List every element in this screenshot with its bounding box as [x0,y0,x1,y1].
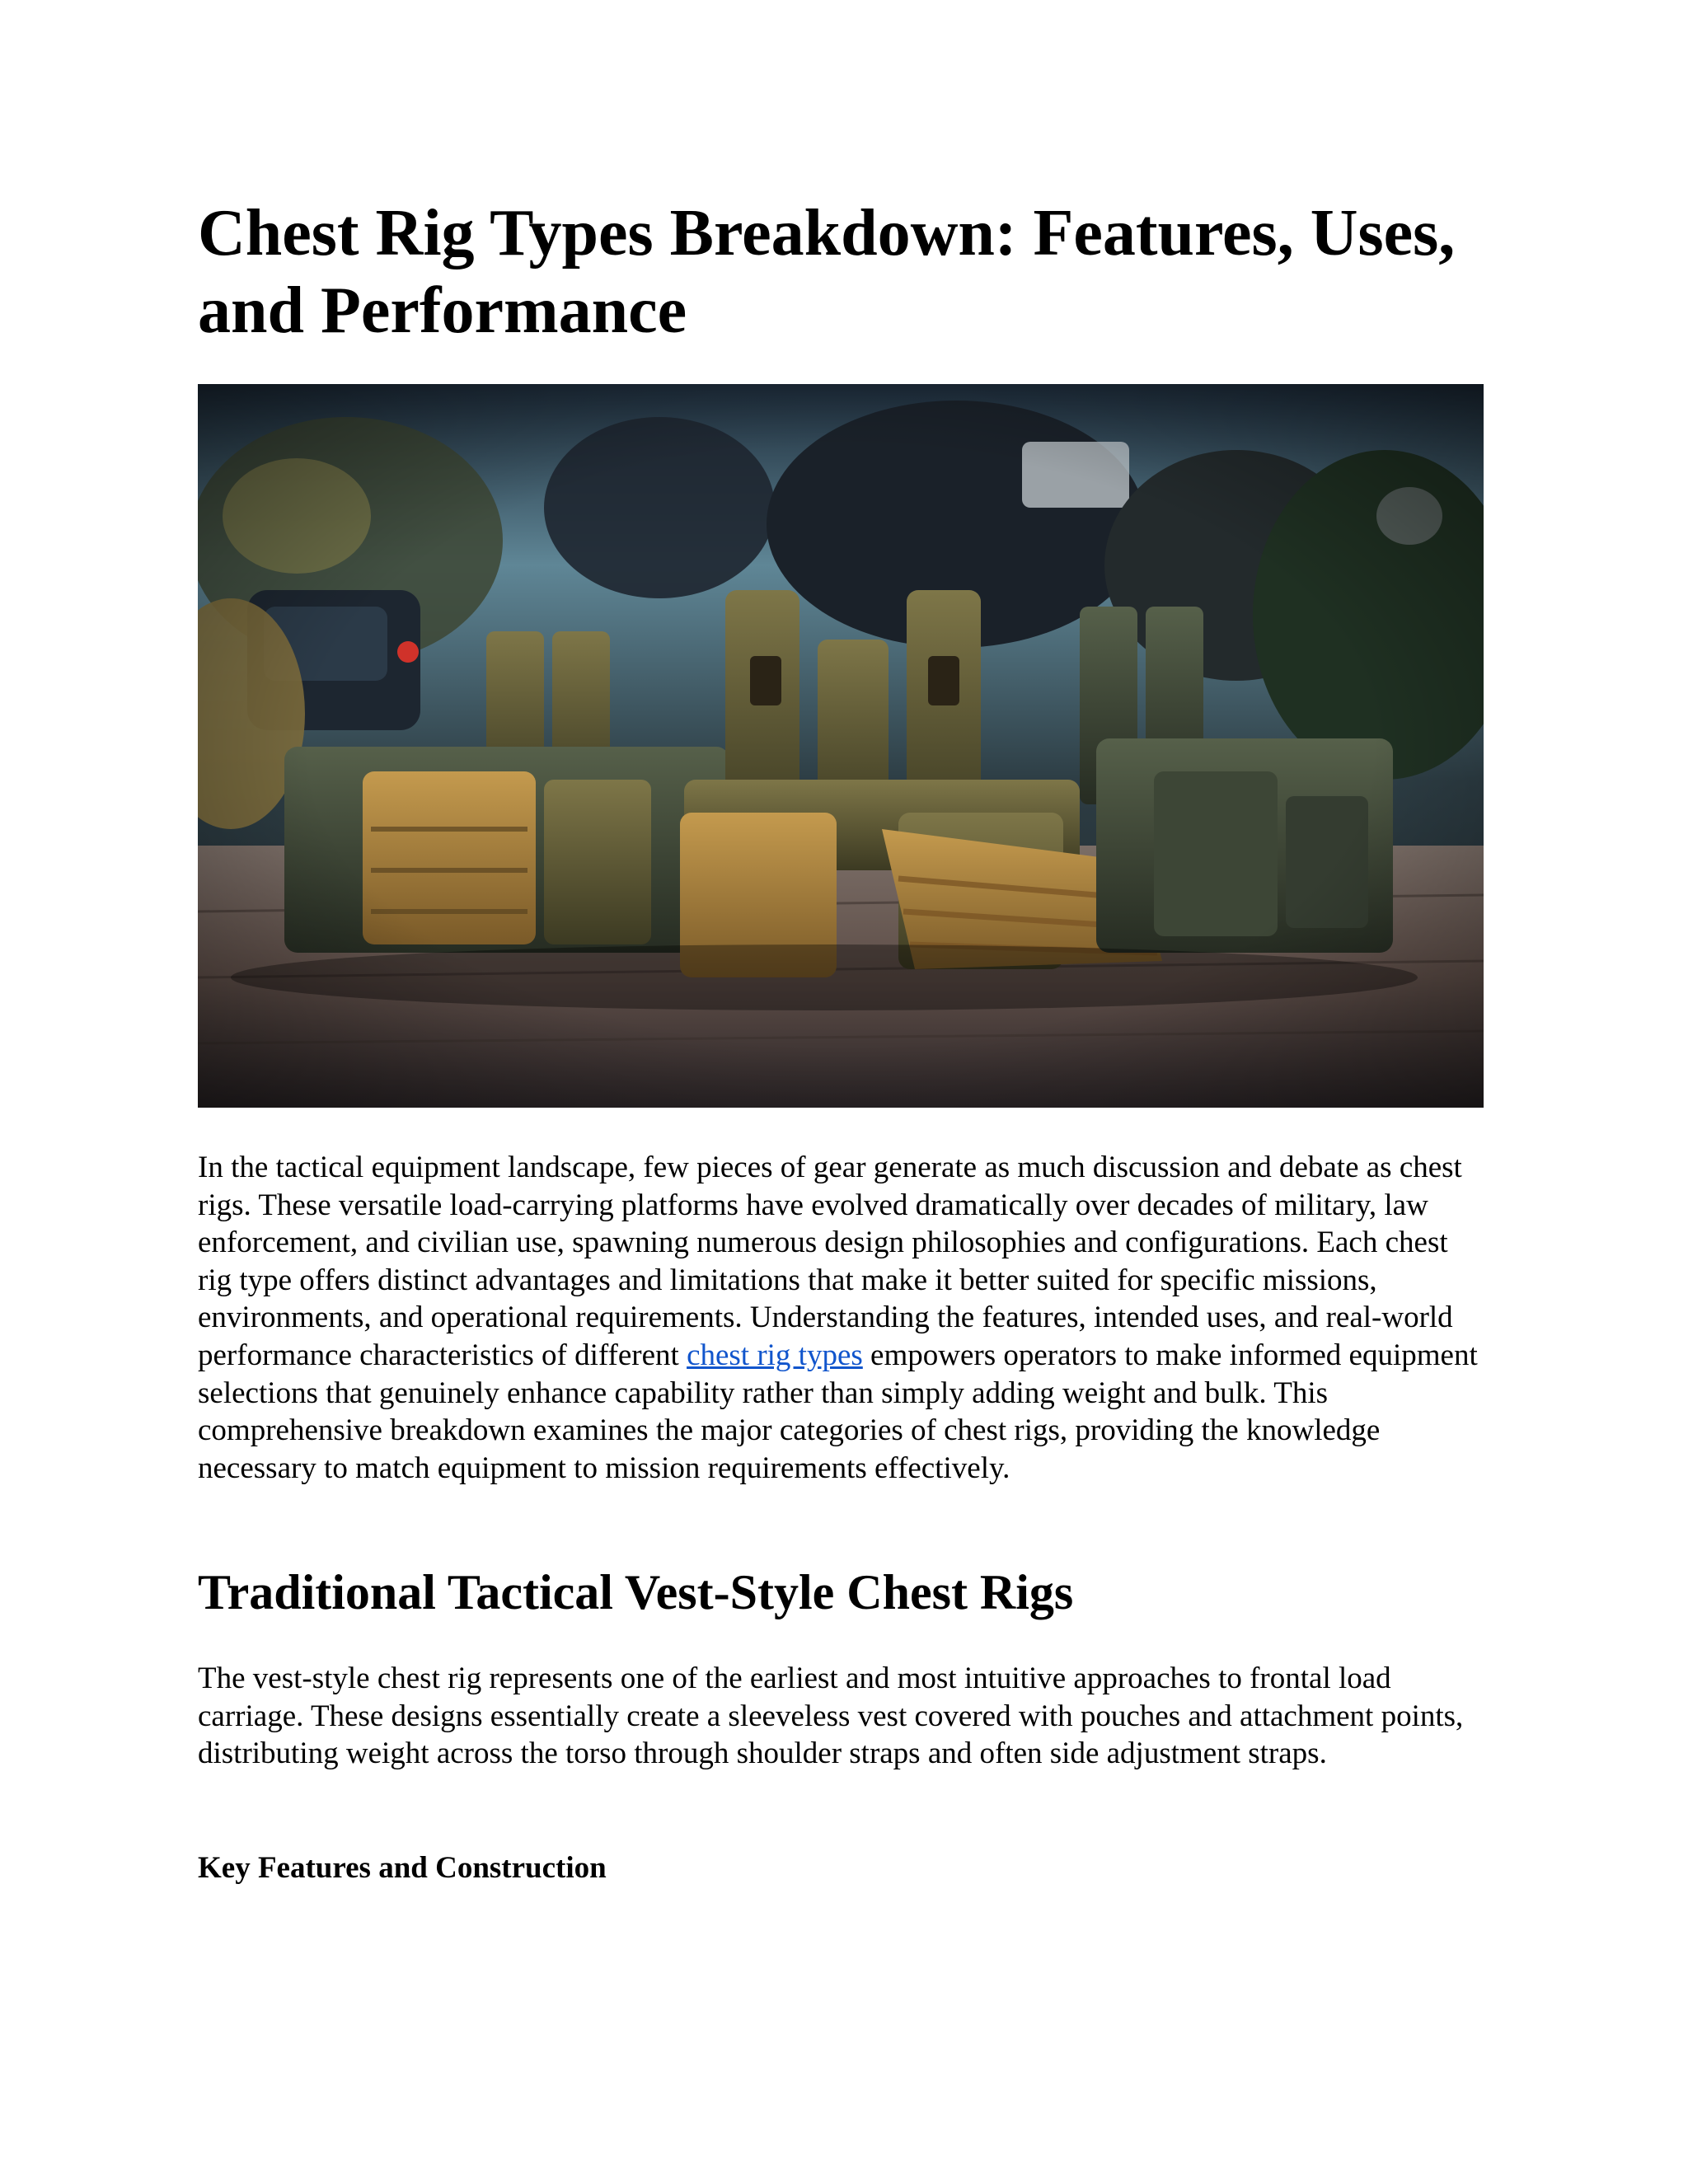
subheading: Key Features and Construction [198,1851,607,1885]
section-paragraph: The vest-style chest rig represents one of the earliest and most intuitive approaches to frontal load carriage. These designs essentially create a sleeveless vest covered with pouches and attachment points, distributing weight across the torso through shoulder straps and often side adjustment straps. [198,1661,1464,1771]
page-title: Chest Rig Types Breakdown: Features, Uses, and Performance [198,197,1456,347]
intro-text-before-link: In the tactical equipment landscape, few pieces of gear generate as much discussion and debate as chest rigs. These versatile load-carrying platforms have evolved dramatically over decades of military, law enforcement, and civilian use, spawning numerous design philosophies and configurations. Each chest rig type offers distinct advantages and limitations that make it better suited for specific missions, environments, and operational requirements. Understanding the features, intended uses, and real-world performance characteristics of different [198,1151,1462,1372]
section-heading: Traditional Tactical Vest-Style Chest Rigs [198,1565,1074,1619]
intro-paragraph [198,1149,1484,1487]
hero-image-chest-rigs [198,384,1484,1108]
chest-rig-types-link[interactable]: chest rig types [687,1338,863,1372]
intro-text-after-link: empowers operators to make informed equipment selections that genuinely enhance capability rather than simply adding weight and bulk. This comprehensive breakdown examines the major categories of chest rigs, providing the knowledge necessary to match equipment to mission requirements effectively. [198,1338,1478,1485]
